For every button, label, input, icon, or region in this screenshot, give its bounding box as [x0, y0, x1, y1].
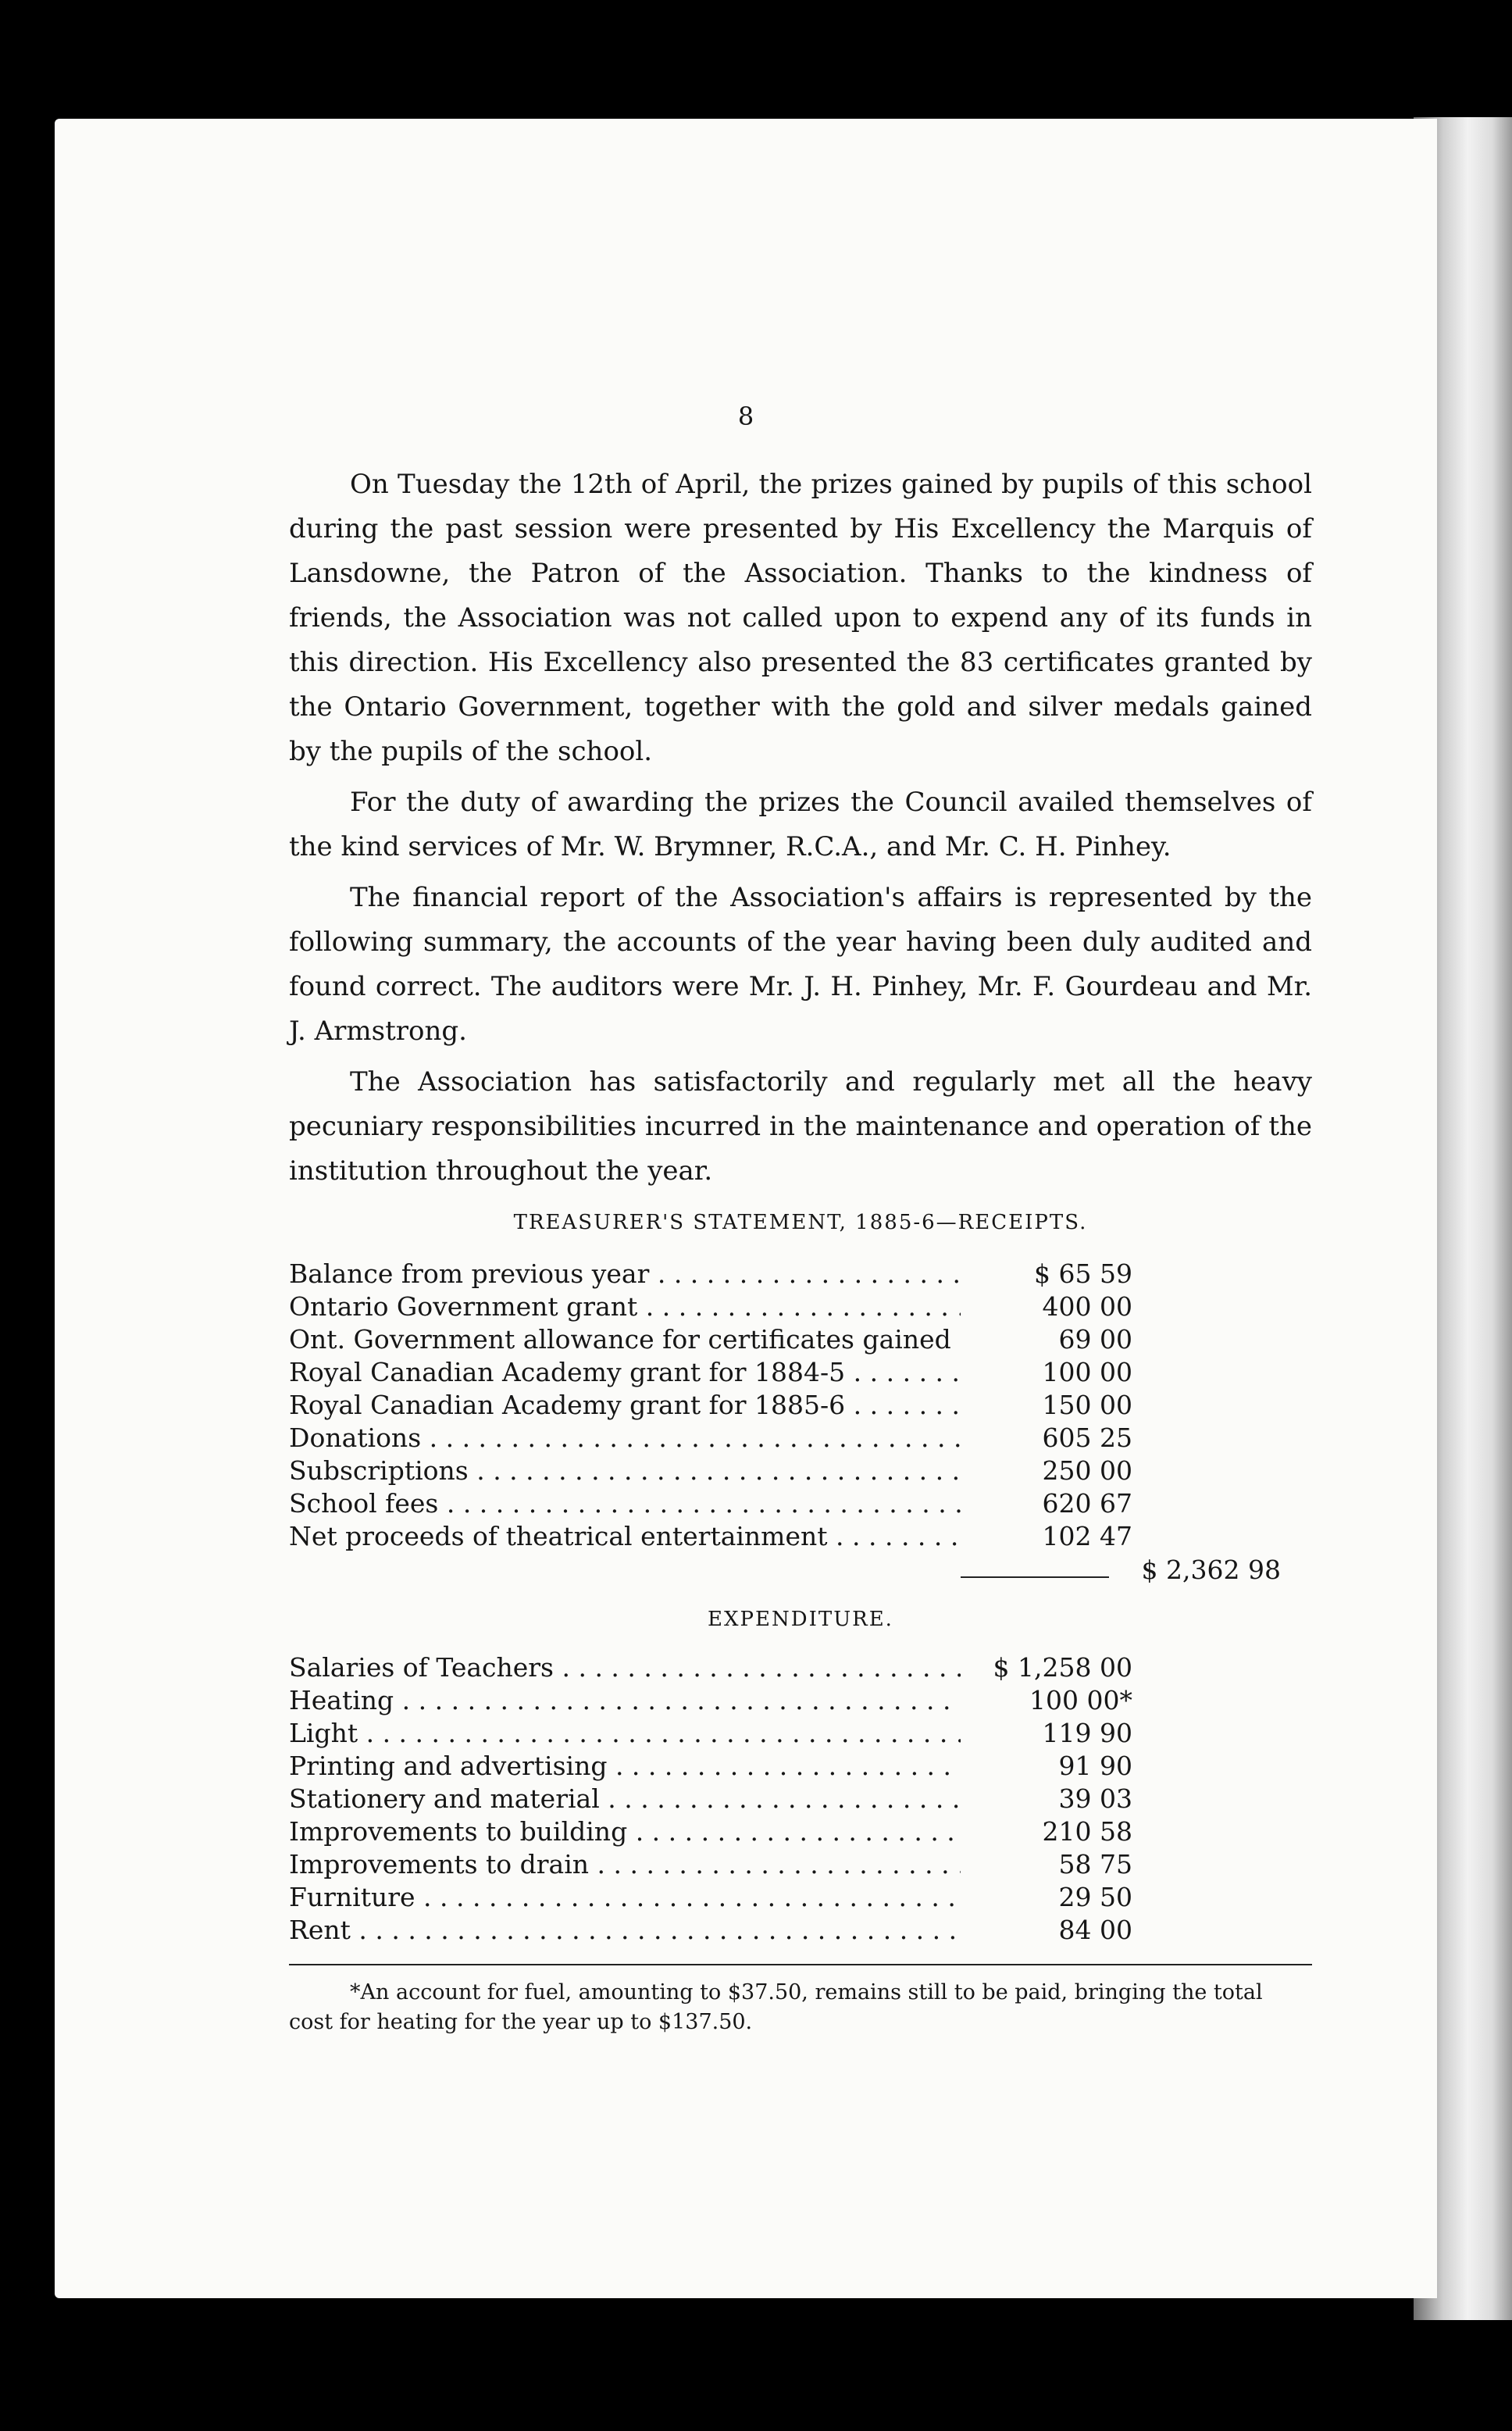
ledger-row	[289, 1520, 1312, 1553]
paragraph-prizes: On Tuesday the 12th of April, the prizes gained by pupils of this school during the past session were presented by His Excellency the Marquis of Lansdowne, the Patron of the Association. Thanks to the kindness of friends, the Association was not called upon to expend any of its funds in this direction. His Excellency also presented the 83 certificates granted by the Ontario Government, together with the gold and silver medals gained by the pupils of the school.	[289, 469, 1312, 767]
ledger-amount: 605 25	[1042, 1423, 1132, 1453]
ledger-row	[289, 1750, 1312, 1783]
ledger-label: School fees . . .	[289, 1487, 961, 1520]
document-page	[55, 119, 1437, 2298]
ledger-label: Balance from previous year . . .	[289, 1258, 961, 1290]
ledger-row	[289, 1881, 1312, 1914]
ledger-amount: 620 67	[1042, 1488, 1132, 1519]
ledger-row	[289, 1914, 1312, 1947]
ledger-label: Light . . .	[289, 1717, 961, 1750]
ledger-label: Net proceeds of theatrical entertainment . . .	[289, 1520, 961, 1553]
page-number: 8	[737, 402, 754, 431]
ledger-amount: 100 00*	[1029, 1685, 1132, 1715]
ledger-amount: 250 00	[1042, 1455, 1132, 1486]
ledger-label: Royal Canadian Academy grant for 1885-6 . . .	[289, 1389, 961, 1422]
ledger-label: Heating . . .	[289, 1684, 961, 1717]
ledger-amount: $ 65 59	[1034, 1258, 1132, 1289]
ledger-amount: $ 1,258 00	[993, 1652, 1132, 1683]
ledger-label: Stationery and material . . .	[289, 1783, 961, 1815]
paragraph-financial-report: The financial report of the Association's affairs is represented by the following summary, the accounts of the year having been duly audited and found correct. The auditors were Mr. J. H. Pinhey, Mr. F. Gourdeau and Mr. J. Armstrong.	[289, 882, 1312, 1047]
receipts-total: $ 2,362 98	[1141, 1555, 1281, 1585]
ledger-amount: 58 75	[1058, 1849, 1132, 1879]
ledger-row	[289, 1651, 1312, 1684]
footnote-divider	[289, 1964, 1312, 1965]
ledger-amount: 150 00	[1042, 1390, 1132, 1420]
ledger-row	[289, 1684, 1312, 1717]
ledger-label: Subscriptions . . .	[289, 1455, 961, 1487]
ledger-row	[289, 1258, 1312, 1290]
ledger-row	[289, 1290, 1312, 1323]
ledger-amount: 84 00	[1058, 1915, 1132, 1945]
paragraph-council: For the duty of awarding the prizes the Council availed themselves of the kind services of Mr. W. Brymner, R.C.A., and Mr. C. H. Pinhey.	[289, 787, 1312, 862]
ledger-row	[289, 1455, 1312, 1487]
ledger-label: Ontario Government grant . . .	[289, 1290, 961, 1323]
ledger-row	[289, 1848, 1312, 1881]
ledger-amount: 29 50	[1058, 1882, 1132, 1912]
ledger-label: Salaries of Teachers . . .	[289, 1651, 961, 1684]
ledger-row	[289, 1717, 1312, 1750]
ledger-amount: 100 00	[1042, 1357, 1132, 1387]
total-rule	[961, 1576, 1109, 1578]
ledger-label: Ont. Government allowance for certificates gained	[289, 1324, 951, 1355]
ledger-row	[289, 1356, 1312, 1389]
footnote: *An account for fuel, amounting to $37.50, remains still to be paid, bringing the total cost for heating for the year up to $137.50.	[289, 1980, 1263, 2034]
ledger-label: Royal Canadian Academy grant for 1884-5 . . .	[289, 1356, 961, 1389]
ledger-label: Printing and advertising . . .	[289, 1750, 961, 1783]
ledger-row	[289, 1815, 1312, 1848]
expenditure-heading: EXPENDITURE.	[708, 1608, 893, 1631]
ledger-amount: 102 47	[1042, 1521, 1132, 1551]
ledger-amount: 210 58	[1042, 1816, 1132, 1847]
page-content	[289, 462, 1312, 2037]
ledger-label: Donations . . .	[289, 1422, 961, 1455]
ledger-row	[289, 1389, 1312, 1422]
ledger-label: Improvements to building . . .	[289, 1815, 961, 1848]
ledger-amount: 91 90	[1058, 1751, 1132, 1781]
paragraph-responsibilities: The Association has satisfactorily and regularly met all the heavy pecuniary responsibilities incurred in the maintenance and operation of the institution throughout the year.	[289, 1066, 1312, 1187]
receipts-ledger	[289, 1258, 1312, 1587]
ledger-label: Improvements to drain . . .	[289, 1848, 961, 1881]
ledger-amount: 119 90	[1042, 1718, 1132, 1748]
ledger-label: Rent . . .	[289, 1914, 961, 1947]
expenditure-ledger	[289, 1651, 1312, 1947]
ledger-amount: 69 00	[1058, 1324, 1132, 1355]
ledger-row	[289, 1783, 1312, 1815]
ledger-row	[289, 1422, 1312, 1455]
ledger-row	[289, 1323, 1312, 1356]
ledger-label: Furniture . . .	[289, 1881, 961, 1914]
receipts-heading: TREASURER'S STATEMENT, 1885-6—RECEIPTS.	[513, 1211, 1088, 1234]
ledger-amount: 400 00	[1042, 1291, 1132, 1322]
ledger-amount: 39 03	[1058, 1783, 1132, 1814]
receipts-total-row	[289, 1553, 1312, 1587]
ledger-row	[289, 1487, 1312, 1520]
